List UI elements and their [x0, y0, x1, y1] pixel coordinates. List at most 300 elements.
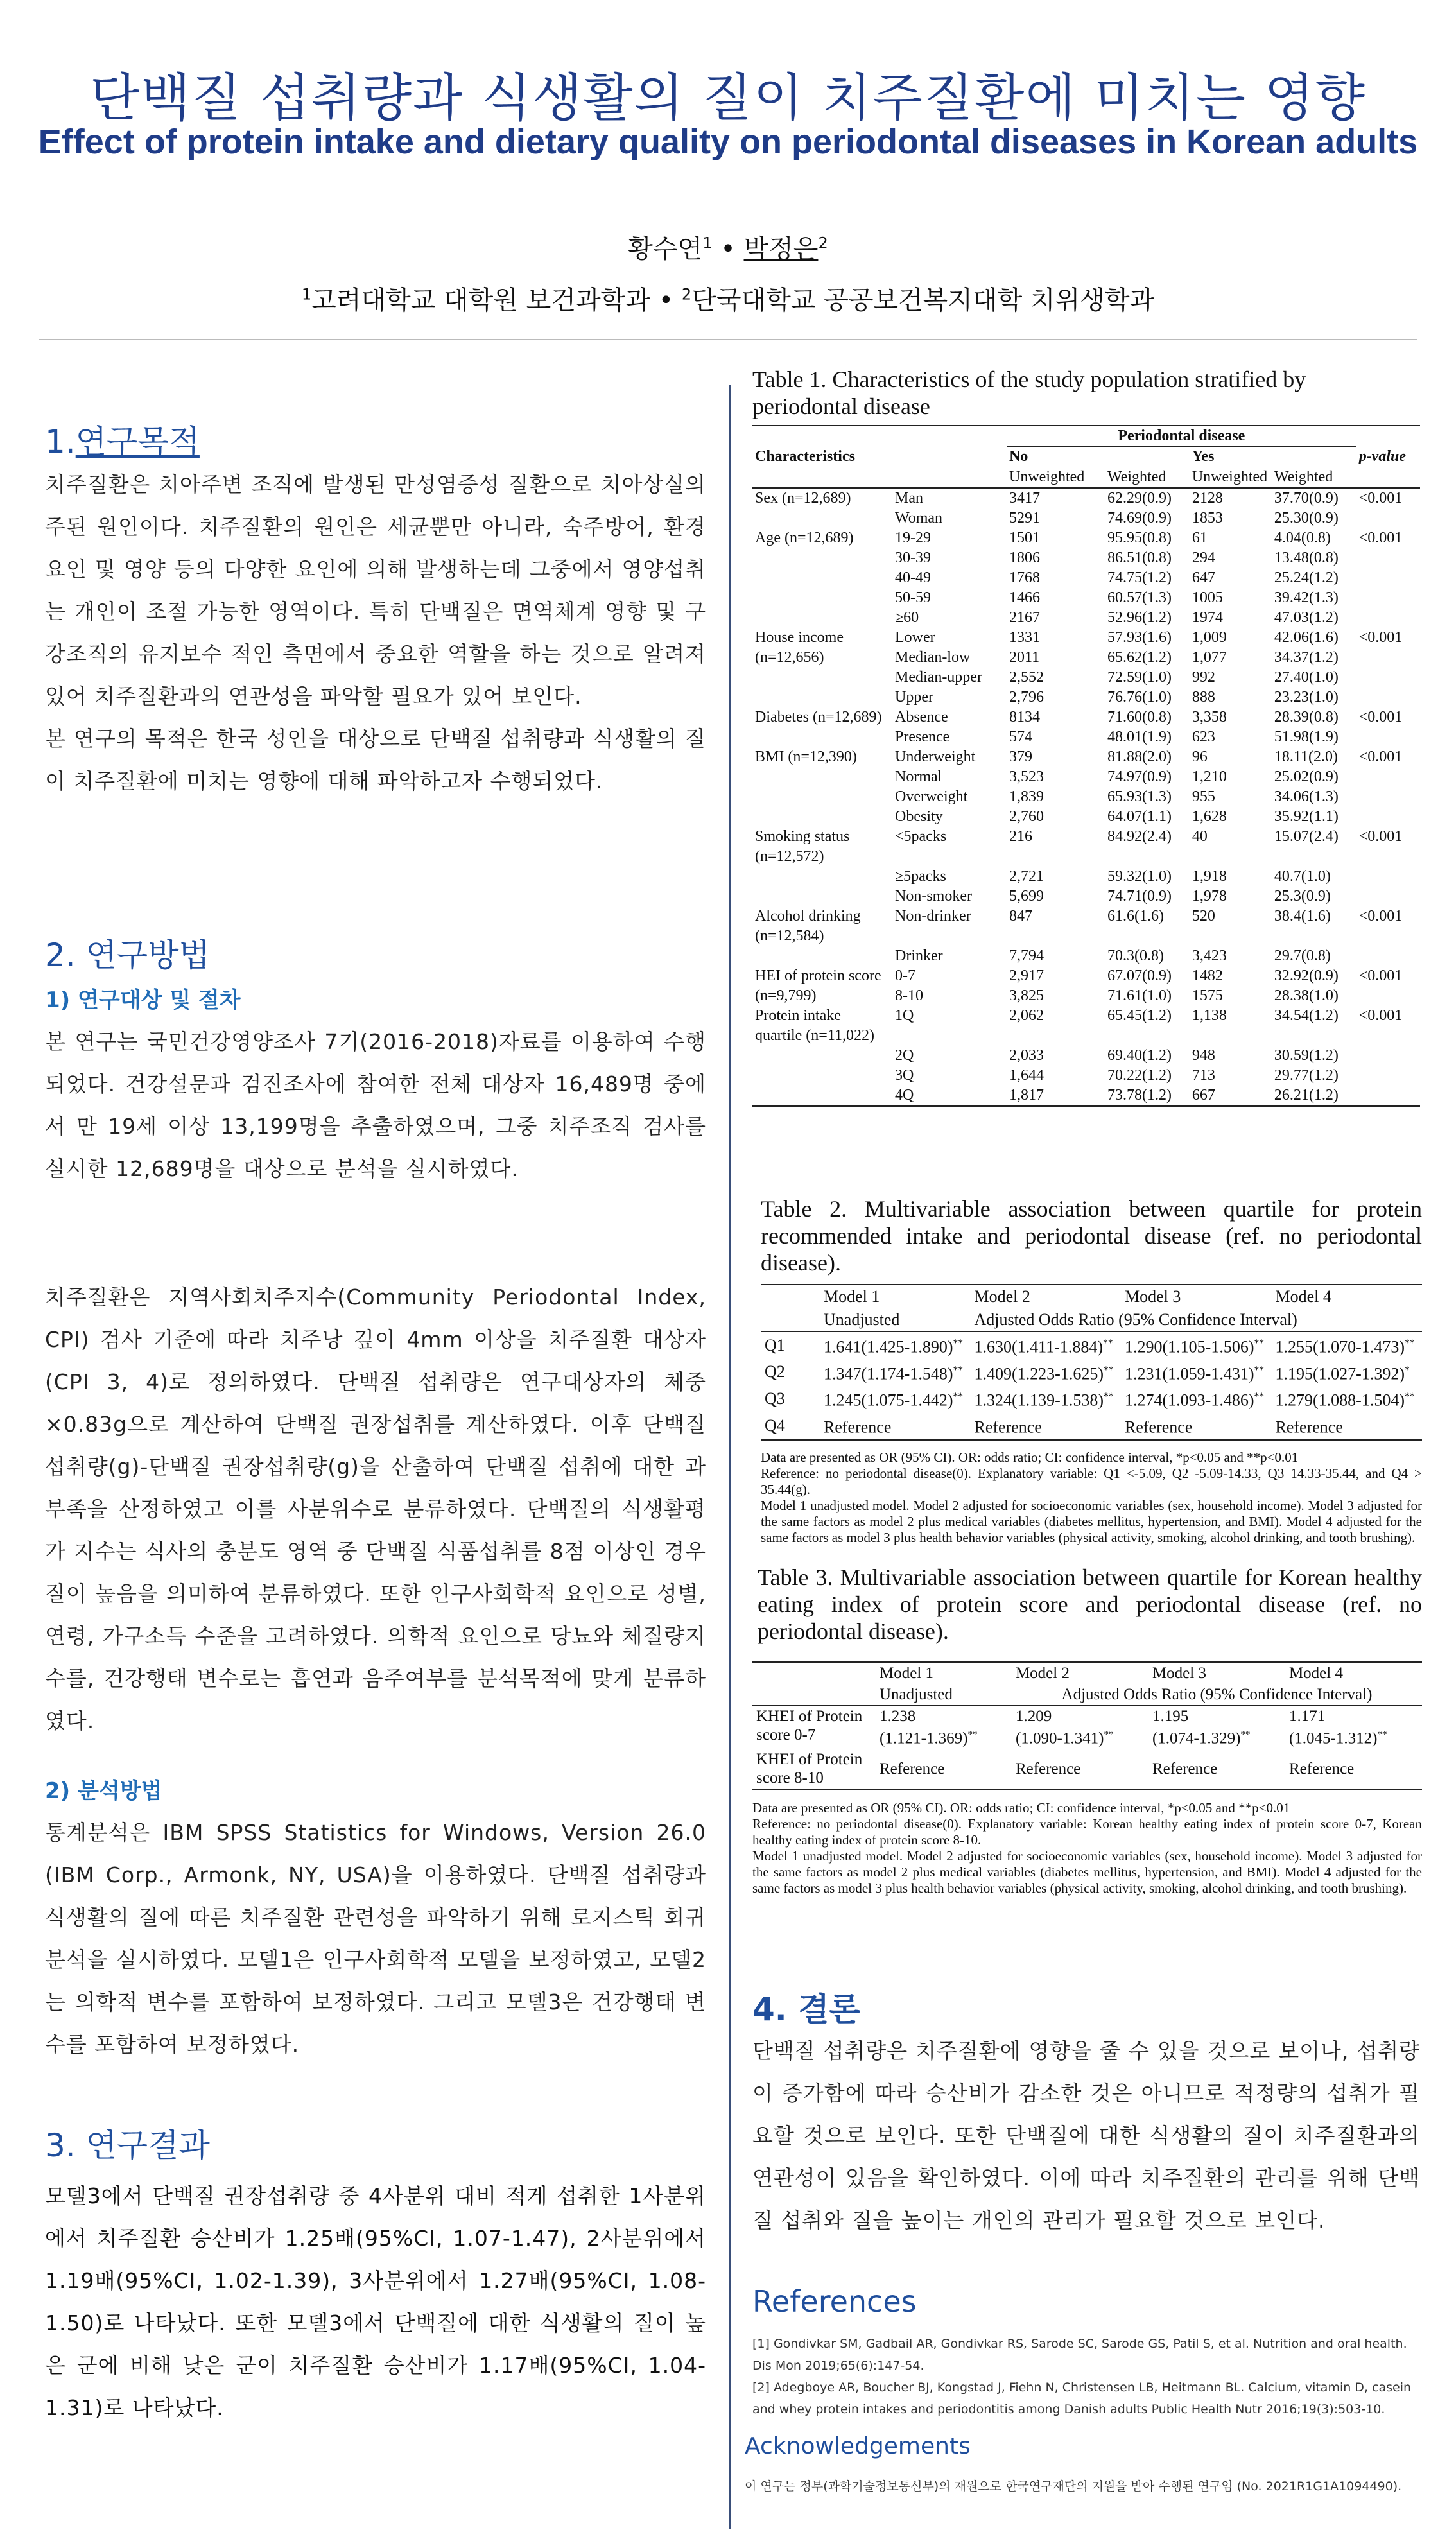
- t1-cell-yw: 25.3(0.9): [1274, 888, 1331, 905]
- t1-cell-nw: 48.01(1.9): [1107, 729, 1172, 745]
- t1-cell-nw: 71.60(0.8): [1107, 709, 1172, 725]
- t1-cell-cat: Upper: [895, 689, 933, 706]
- t2-cell-significance: **: [953, 1338, 964, 1349]
- section-1-heading: [45, 416, 706, 462]
- t1-cell-yu: 667: [1190, 1086, 1272, 1106]
- table-row: [752, 1066, 1420, 1086]
- t1-cell-var: [752, 568, 892, 588]
- t1-cell-nw: 59.32(1.0): [1107, 868, 1172, 885]
- t1-cell-cat: Underweight: [895, 749, 976, 765]
- t2-cell-value: 1.630(1.411-1.884): [974, 1337, 1104, 1356]
- affiliations: [0, 280, 1456, 316]
- table-row: [752, 906, 1420, 946]
- t3-r1-m3-val: 1.195: [1152, 1708, 1189, 1725]
- t1-cell-nu: 379: [1009, 749, 1032, 765]
- table-1-wrapper: [752, 425, 1420, 1107]
- t1-header-no: No: [1007, 447, 1190, 467]
- t1-cell-yw: 32.92(0.9): [1274, 967, 1339, 984]
- t2-cell-significance: **: [1254, 1338, 1265, 1349]
- table-row: [752, 946, 1420, 966]
- t1-cell-p: <0.001: [1358, 629, 1403, 646]
- t1-cell-yu: 1,077: [1192, 649, 1227, 666]
- table-2-body: [761, 1332, 1422, 1440]
- t1-cell-yw: 37.70(0.9): [1274, 490, 1339, 507]
- section-3-p1-text: 모델3에서 단백질 권장섭취량 중 4사분위 대비 적게 섭취한 1사분위에서 치주질환 승산비가 1.25배(95%CI, 1.07-1.47), 2사분위에서 1.19배(95%CI, 1.02-1.39), 3사분위에서 1.27배(95%CI, 1.08-1.50)로 나타났다. 또한 모델3에서 단백질에 대한 식생활의 질이 높은 군에 비해 낮은 군이 치주질환 승산비가 1.17배(95%CI, 1.04-1.31)로 나타났다.: [45, 2183, 706, 2420]
- section-2-sub-2: 2) 분석방법: [45, 1778, 162, 1804]
- t1-cell-nw: 61.6(1.6): [1107, 908, 1164, 924]
- t1-cell-nu: 2167: [1009, 609, 1040, 626]
- t1-cell-var: [752, 887, 892, 906]
- acknowledgements-heading: Acknowledgements: [745, 2433, 971, 2459]
- t1-cell-yw: 34.54(1.2): [1274, 1007, 1339, 1024]
- t2-model-2: Model 2: [974, 1287, 1030, 1306]
- t2-note-1: Data are presented as OR (95% CI). OR: odds ratio; CI: confidence interval, *p<0.05 and **p<0.01: [761, 1449, 1299, 1465]
- t2-cell-model-3: [1121, 1412, 1272, 1440]
- t1-cell-yw: 25.24(1.2): [1274, 569, 1339, 586]
- t2-cell-quartile: Q4: [761, 1412, 820, 1440]
- table-2-caption: Table 2. Multivariable association between quartile for protein recommended intake and periodontal disease (ref. no periodontal disease).: [761, 1196, 1422, 1276]
- t3-row2-label: KHEI of Protein score 8-10: [752, 1749, 876, 1789]
- author-2-sup: 2: [818, 234, 828, 252]
- t1-cell-var: [752, 1046, 892, 1066]
- t3-row1-m3: [1148, 1706, 1285, 1749]
- t2-adjusted: Adjusted Odds Ratio (95% Confidence Interval): [971, 1308, 1423, 1332]
- t2-cell-model-1: [820, 1332, 971, 1359]
- table-3-wrapper: [752, 1661, 1422, 1896]
- table-row: [752, 986, 1420, 1006]
- table-row: [761, 1385, 1422, 1412]
- t2-cell-significance: **: [1103, 1391, 1114, 1403]
- reference-2: [2] Adegboye AR, Boucher BJ, Kongstad J, Fiehn N, Christensen LB, Heitmann BL. Calcium, vitamin D, casein and whey protein intakes and periodontitis among Danish adults Public Health Nutr 2016;19(3):503-10.: [752, 2380, 1412, 2416]
- t1-cell-cat: Lower: [895, 629, 935, 646]
- t1-cell-yw: 47.03(1.2): [1274, 609, 1339, 626]
- t1-cell-var: [752, 688, 892, 707]
- t1-cell-nw: 65.93(1.3): [1107, 788, 1172, 805]
- t3-r1-m3-sig: **: [1240, 1729, 1251, 1740]
- table-row: [752, 528, 1420, 548]
- t1-cell-cat: Normal: [895, 768, 942, 785]
- t1-cell-nw: 64.07(1.1): [1107, 808, 1172, 825]
- t1-cell-yu: 1,138: [1192, 1007, 1227, 1024]
- section-2-p2-text: 치주질환은 지역사회치주지수(Community Periodontal Index, CPI) 검사 기준에 따라 치주낭 깊이 4mm 이상을 치주질환 대상자(CPI 3, 4)로 정의하였다. 단백질 섭취량은 연구대상자의 체중×0.83g으로 계산하여 단백질 권장섭취를 계산하였다. 이후 단백질 섭취량(g)-단백질 권장섭취량(g)을 산출하여 단백질 섭취에 대한 과부족을 산정하였고 이를 사분위수로 분류하였다. 단백질의 식생활평가 지수는 식사의 충분도 영역 중 단백질 식품섭취를 8점 이상인 경우 질이 높음을 의미하여 분류하였다. 또한 인구사회학적 요인으로 성별, 연령, 가구소득 수준을 고려하였다. 의학적 요인으로 당뇨와 체질량지수를, 건강행태 변수로는 흡연과 음주여부를 분석목적에 맞게 분류하였다.: [45, 1285, 706, 1733]
- t1-cell-nw: 73.78(1.2): [1105, 1086, 1190, 1106]
- table-row: [752, 827, 1420, 867]
- t1-cell-var: Sex (n=12,689): [755, 490, 851, 507]
- t3-r1-m1-sig: **: [967, 1729, 978, 1740]
- t1-cell-nw: 86.51(0.8): [1107, 550, 1172, 566]
- t2-cell-model-3: [1121, 1385, 1272, 1412]
- section-2-p3-text: 통계분석은 IBM SPSS Statistics for Windows, Version 26.0 (IBM Corp., Armonk, NY, USA)을 이용하였다. 단백질 섭취량과 식생활의 질에 따른 치주질환 관련성을 파악하기 위해 로지스틱 회귀분석을 실시하였다. 모델1은 인구사회학적 모델을 보정하였고, 모델2는 의학적 변수를 포함하여 보정하였다. 그리고 모델3은 건강행태 변수를 포함하여 보정하였다.: [45, 1820, 706, 2057]
- t1-cell-nw: 65.62(1.2): [1107, 649, 1172, 666]
- t1-cell-yu: 1005: [1192, 589, 1223, 606]
- t1-cell-cat: ≥60: [895, 609, 919, 626]
- section-2-heading: 2. 연구방법: [45, 937, 210, 974]
- t1-cell-cat: Median-low: [895, 649, 971, 666]
- t2-cell-quartile: Q3: [765, 1389, 785, 1408]
- t2-cell-significance: *: [1404, 1364, 1410, 1376]
- t2-note-3: Model 1 unadjusted model. Model 2 adjusted for socioeconomic variables (sex, household income). Model 3 adjusted for the same factors as model 2 plus medical variables (diabetes mellitus, hypertension, and BMI). Model 4 adjusted for the same factors as model 3 plus health behavior variables (physical activity, smoking, alcohol drinking, and tooth brushing).: [761, 1497, 1422, 1545]
- t1-cell-p: [1356, 727, 1420, 747]
- t1-cell-yw: 39.42(1.3): [1274, 589, 1339, 606]
- t2-cell-significance: **: [1103, 1338, 1113, 1349]
- t1-cell-nw: 62.29(0.9): [1107, 490, 1172, 507]
- t3-r1-m4-ci: (1.045-1.312): [1288, 1729, 1378, 1747]
- t3-r1-m3-ci: (1.074-1.329): [1152, 1729, 1241, 1747]
- table-row: [752, 867, 1420, 887]
- t3-row1-m1: [876, 1706, 1012, 1749]
- t1-cell-var: [752, 867, 892, 887]
- t3-r1-m2-ci: (1.090-1.341): [1015, 1729, 1104, 1747]
- table-row: [752, 688, 1420, 707]
- t1-cell-nw: 71.61(1.0): [1107, 987, 1172, 1004]
- t1-cell-nw: 74.75(1.2): [1107, 569, 1172, 586]
- t1-cell-p: [1356, 548, 1420, 568]
- t1-cell-yu: 1974: [1192, 609, 1223, 626]
- t1-cell-nw: 67.07(0.9): [1107, 967, 1172, 984]
- t1-cell-yw: 28.39(0.8): [1274, 709, 1339, 725]
- references-heading: References: [752, 2284, 917, 2319]
- t1-cell-yw: 35.92(1.1): [1274, 808, 1339, 825]
- t2-cell-value: 1.231(1.059-1.431): [1125, 1364, 1254, 1383]
- t1-cell-cat: ≥5packs: [895, 868, 946, 885]
- t1-cell-nu: 1,644: [1009, 1067, 1044, 1084]
- t3-unadjusted: Unadjusted: [876, 1684, 1012, 1706]
- t1-header-pvalue: p-value: [1356, 426, 1420, 488]
- t1-cell-yu: 992: [1192, 669, 1215, 686]
- t1-cell-yu: 1,210: [1192, 768, 1227, 785]
- t1-cell-cat: Absence: [895, 709, 948, 725]
- section-4-body: [752, 2030, 1420, 2242]
- t1-cell-p: [1356, 508, 1420, 528]
- section-4-p1-text: 단백질 섭취량은 치주질환에 영향을 줄 수 있을 것으로 보이나, 섭취량이 증가함에 따라 승산비가 감소한 것은 아니므로 적정량의 섭취가 필요할 것으로 보인다. 또한 단백질에 대한 식생활의 질이 치주질환과의 연관성이 있음을 확인하였다. 이에 따라 치주질환의 관리를 위해 단백질 섭취와 질을 높이는 개인의 관리가 필요할 것으로 보인다.: [752, 2038, 1420, 2233]
- t2-cell-model-2: [971, 1359, 1122, 1386]
- t2-cell-value: Reference: [824, 1417, 892, 1437]
- t1-cell-nw: 72.59(1.0): [1107, 669, 1172, 686]
- table-row: [752, 747, 1420, 767]
- t2-cell-value: 1.324(1.139-1.538): [974, 1391, 1104, 1410]
- t1-cell-yu: 3,358: [1192, 709, 1227, 725]
- t1-cell-cat: 3Q: [895, 1067, 914, 1084]
- t2-cell-model-3: [1121, 1332, 1272, 1359]
- t1-cell-cat: 30-39: [895, 550, 931, 566]
- t2-cell-model-4: [1272, 1359, 1423, 1386]
- t1-header-characteristics: Characteristics: [752, 426, 892, 488]
- t1-cell-nu: 1,839: [1009, 788, 1044, 805]
- t1-cell-yu: 713: [1192, 1067, 1215, 1084]
- t1-cell-yu: 1482: [1192, 967, 1223, 984]
- table-row: [752, 887, 1420, 906]
- t1-cell-nw: 70.3(0.8): [1107, 948, 1164, 964]
- t1-cell-var: [752, 946, 892, 966]
- t1-header-yes: Yes: [1190, 447, 1356, 467]
- t1-cell-cat: Overweight: [895, 788, 968, 805]
- t1-cell-nw: 95.95(0.8): [1107, 530, 1172, 546]
- t3-r1-m2-val: 1.209: [1015, 1708, 1052, 1725]
- t1-cell-var: House income: [755, 629, 844, 646]
- table-row: [752, 488, 1420, 508]
- acknowledgements-text: 이 연구는 정부(과학기술정보통신부)의 재원으로 한국연구재단의 지원을 받아 수행된 연구임 (No. 2021R1G1A1094490).: [745, 2479, 1402, 2493]
- t1-header-weighted-yes: Weighted: [1272, 467, 1356, 489]
- table-row: [752, 568, 1420, 588]
- t1-cell-nu: 2,721: [1009, 868, 1044, 885]
- t1-cell-cat: 4Q: [892, 1086, 1007, 1106]
- t3-note-2: Reference: no periodontal disease(0). Explanatory variable: Korean healthy eating index of protein score 0-7, Korean healthy eating index of protein score 8-10.: [752, 1816, 1422, 1848]
- t1-cell-yu: 888: [1192, 689, 1215, 706]
- t2-cell-significance: **: [953, 1364, 964, 1376]
- authors: [0, 229, 1456, 265]
- table-row: [752, 767, 1420, 787]
- table-1-body: [752, 488, 1420, 1106]
- t1-cell-p: <0.001: [1358, 908, 1403, 924]
- t2-cell-significance: **: [1254, 1364, 1265, 1376]
- t1-cell-nu: 1806: [1009, 550, 1040, 566]
- t2-cell-value: 1.279(1.088-1.504): [1275, 1391, 1405, 1410]
- t1-cell-cat: 40-49: [895, 569, 931, 586]
- t1-cell-cat: Drinker: [895, 948, 943, 964]
- section-1-number: 1.: [45, 423, 76, 460]
- t1-cell-nu: 216: [1009, 828, 1032, 845]
- table-1: [752, 425, 1420, 1107]
- t1-cell-nu: 3417: [1009, 490, 1040, 507]
- t2-cell-model-4: [1272, 1385, 1423, 1412]
- t1-cell-yu: 955: [1192, 788, 1215, 805]
- t1-cell-cat: Obesity: [895, 808, 943, 825]
- t2-cell-significance: **: [1254, 1391, 1265, 1403]
- table-row: [761, 1332, 1422, 1359]
- table-row: [752, 1706, 1422, 1749]
- t2-model-3: Model 3: [1125, 1287, 1181, 1306]
- t1-cell-nu: 1,817: [1007, 1086, 1105, 1106]
- t1-cell-cat: Man: [895, 490, 923, 507]
- t1-cell-var: [752, 767, 892, 787]
- t1-cell-yu: 1,628: [1192, 808, 1227, 825]
- t1-cell-cat: Woman: [895, 510, 943, 526]
- t1-cell-yu: 61: [1192, 530, 1208, 546]
- t2-cell-quartile: Q1: [765, 1335, 785, 1355]
- t1-cell-nu: 3,523: [1009, 768, 1044, 785]
- t1-cell-yw: 34.06(1.3): [1274, 788, 1339, 805]
- t1-cell-var: [752, 548, 892, 568]
- t1-cell-nu: 8134: [1009, 709, 1040, 725]
- t2-cell-model-4: [1272, 1332, 1423, 1359]
- t2-model-1: Model 1: [824, 1287, 880, 1306]
- table-row: [761, 1412, 1422, 1440]
- t1-cell-var: (n=9,799): [755, 987, 817, 1004]
- t1-cell-nw: 69.40(1.2): [1107, 1047, 1172, 1064]
- t1-cell-yw: 29.7(0.8): [1274, 948, 1331, 964]
- t1-cell-yu: 647: [1192, 569, 1215, 586]
- t1-cell-nu: 847: [1009, 908, 1032, 924]
- t1-cell-var: [752, 668, 892, 688]
- t1-cell-nu: 1768: [1009, 569, 1040, 586]
- t1-cell-nw: 84.92(2.4): [1107, 828, 1172, 845]
- t1-cell-var: [752, 608, 892, 628]
- t1-cell-nu: 2,796: [1009, 689, 1044, 706]
- t1-header-periodontal: Periodontal disease: [1007, 426, 1356, 447]
- t1-cell-p: [1356, 807, 1420, 827]
- t1-cell-p: [1356, 688, 1420, 707]
- t1-cell-cat: 50-59: [895, 589, 931, 606]
- table-row: [761, 1359, 1422, 1386]
- t1-cell-nu: 5291: [1009, 510, 1040, 526]
- affil-separator: •: [650, 286, 682, 315]
- t2-cell-significance: **: [953, 1391, 964, 1403]
- t2-unadjusted: Unadjusted: [820, 1308, 971, 1332]
- t1-cell-yu: 1575: [1192, 987, 1223, 1004]
- t1-cell-yw: 30.59(1.2): [1274, 1047, 1339, 1064]
- table-row: [752, 588, 1420, 608]
- table-row: [752, 1046, 1420, 1066]
- t1-cell-yw: 23.23(1.0): [1274, 689, 1339, 706]
- t1-cell-cat: 19-29: [895, 530, 931, 546]
- t1-cell-p: <0.001: [1358, 967, 1403, 984]
- t1-cell-var: Age (n=12,689): [755, 530, 854, 546]
- t2-cell-significance: **: [1404, 1338, 1415, 1349]
- t1-cell-yu: 1,009: [1192, 629, 1227, 646]
- t1-cell-nw: 74.71(0.9): [1107, 888, 1172, 905]
- t1-cell-yu: 1,978: [1192, 888, 1227, 905]
- t1-cell-yu: 2128: [1192, 490, 1223, 507]
- section-3-heading: 3. 연구결과: [45, 2127, 210, 2164]
- t1-cell-yw: 51.98(1.9): [1274, 729, 1339, 745]
- t1-cell-p: [1356, 887, 1420, 906]
- section-2-p1-text: 본 연구는 국민건강영양조사 7기(2016-2018)자료를 이용하여 수행되었다. 건강설문과 검진조사에 참여한 전체 대상자 16,489명 중에서 만 19세 이상 13,199명을 추출하였으며, 그중 치주조직 검사를 실시한 12,689명을 대상으로 분석을 실시하였다.: [45, 1029, 706, 1181]
- table-2: [761, 1284, 1422, 1441]
- t1-cell-yw: 18.11(2.0): [1274, 749, 1338, 765]
- t1-cell-p: [1356, 668, 1420, 688]
- t1-cell-yu: 1853: [1192, 510, 1223, 526]
- t1-cell-p: [1356, 986, 1420, 1006]
- t2-cell-model-2: [971, 1385, 1122, 1412]
- t3-r1-m2-sig: **: [1104, 1729, 1114, 1740]
- t1-cell-var: [752, 1086, 892, 1106]
- t1-cell-yu: 40: [1192, 828, 1208, 845]
- table-row: [752, 787, 1420, 807]
- t1-cell-p: [1356, 648, 1420, 668]
- t2-cell-model-4: [1272, 1412, 1423, 1440]
- t1-cell-nu: 2011: [1009, 649, 1040, 666]
- t1-cell-p: [1356, 1086, 1420, 1106]
- t1-cell-nu: 3,825: [1009, 987, 1044, 1004]
- t3-row2-m1: Reference: [876, 1749, 1012, 1789]
- t1-cell-var: [752, 727, 892, 747]
- t1-cell-nw: 74.69(0.9): [1107, 510, 1172, 526]
- table-row: [752, 608, 1420, 628]
- section-2-sub-1: 1) 연구대상 및 절차: [45, 987, 241, 1013]
- t1-cell-var: Smoking status (n=12,572): [755, 828, 850, 865]
- t1-cell-var: BMI (n=12,390): [755, 749, 857, 765]
- t2-cell-value: 1.245(1.075-1.442): [824, 1391, 953, 1410]
- author-1: 황수연: [628, 234, 703, 264]
- t1-cell-nw: 70.22(1.2): [1107, 1067, 1172, 1084]
- t1-cell-cat: Presence: [895, 729, 950, 745]
- t1-cell-nu: 1501: [1009, 530, 1040, 546]
- t3-model-1: Model 1: [880, 1665, 934, 1682]
- t1-cell-p: <0.001: [1358, 709, 1403, 725]
- table-row: [752, 508, 1420, 528]
- author-separator: •: [712, 234, 744, 264]
- t3-row1-label: KHEI of Protein score 0-7: [756, 1708, 863, 1744]
- t3-r1-m1-val: 1.238: [880, 1708, 916, 1725]
- t1-cell-yw: 29.77(1.2): [1274, 1067, 1339, 1084]
- header-divider: [39, 339, 1417, 340]
- section-1-title: 연구목적: [75, 423, 200, 460]
- table-row: [752, 1749, 1422, 1789]
- t3-r1-m4-val: 1.171: [1288, 1708, 1326, 1725]
- references-list: [752, 2333, 1423, 2420]
- table-3-notes: [752, 1800, 1422, 1896]
- table-row: [752, 1006, 1420, 1046]
- t1-cell-yw: 40.7(1.0): [1274, 868, 1331, 885]
- t2-cell-significance: **: [1103, 1364, 1114, 1376]
- t1-cell-cat: 8-10: [895, 987, 923, 1004]
- t1-header-weighted-no: Weighted: [1105, 467, 1190, 489]
- section-3-body: [45, 2175, 706, 2429]
- section-1-paragraph-2: 본 연구의 목적은 한국 성인을 대상으로 단백질 섭취량과 식생활의 질이 치주질환에 미치는 영향에 대해 파악하고자 수행되었다.: [45, 726, 706, 793]
- t1-cell-yw: 25.30(0.9): [1274, 510, 1339, 526]
- t2-cell-model-1: [820, 1359, 971, 1386]
- t1-cell-p: [1356, 568, 1420, 588]
- table-1-caption: Table 1. Characteristics of the study population stratified by periodontal disease: [752, 367, 1306, 419]
- t1-cell-var: [752, 807, 892, 827]
- t1-cell-nu: 2,760: [1009, 808, 1044, 825]
- reference-1: [1] Gondivkar SM, Gadbail AR, Gondivkar RS, Sarode SC, Sarode GS, Patil S, et al. Nutrition and oral health. Dis Mon 2019;65(6):147-54.: [752, 2337, 1407, 2373]
- t2-cell-value: Reference: [974, 1417, 1042, 1437]
- t1-cell-nu: 2,062: [1009, 1007, 1044, 1024]
- table-row: [752, 727, 1420, 747]
- t2-cell-model-1: [820, 1385, 971, 1412]
- t2-cell-value: 1.274(1.093-1.486): [1125, 1391, 1254, 1410]
- table-row: [752, 807, 1420, 827]
- t1-cell-nw: 74.97(0.9): [1107, 768, 1172, 785]
- t1-cell-nu: 2,917: [1009, 967, 1044, 984]
- t1-cell-nu: 7,794: [1009, 948, 1044, 964]
- table-3: [752, 1661, 1422, 1790]
- t1-cell-yu: 623: [1192, 729, 1215, 745]
- t2-cell-quartile: Q2: [765, 1362, 785, 1382]
- affil-2: 단국대학교 공공보건복지대학 치위생학과: [691, 286, 1155, 315]
- table-row: [752, 966, 1420, 986]
- t2-note-2: Reference: no periodontal disease(0). Explanatory variable: Q1 <-5.09, Q2 -5.09-14.33, Q3 14.33-35.44, and Q4 > 35.44(g).: [761, 1465, 1422, 1497]
- t1-cell-nw: 81.88(2.0): [1107, 749, 1172, 765]
- table-row: [752, 628, 1420, 648]
- t1-cell-p: [1356, 1066, 1420, 1086]
- t2-cell-value: 1.290(1.105-1.506): [1125, 1337, 1254, 1356]
- t2-model-4: Model 4: [1275, 1287, 1331, 1306]
- t3-model-4: Model 4: [1288, 1665, 1343, 1682]
- table-row: [752, 548, 1420, 568]
- t1-cell-yu: 948: [1192, 1047, 1215, 1064]
- t1-cell-yw: 42.06(1.6): [1274, 629, 1339, 646]
- t1-cell-nu: 5,699: [1009, 888, 1044, 905]
- t1-cell-var: [752, 1066, 892, 1086]
- t3-note-3: Model 1 unadjusted model. Model 2 adjusted for socioeconomic variables (sex, household income). Model 3 adjusted for the same factors as model 2 plus medical variables (diabetes mellitus, hypertension, and BMI). Model 4 adjusted for the same factors as model 3 plus health behavior variables (physical activity, smoking, alcohol drinking, and tooth brushing).: [752, 1848, 1422, 1896]
- t1-cell-yu: 1,918: [1192, 868, 1227, 885]
- section-1-body: [45, 464, 706, 802]
- t1-cell-nw: 52.96(1.2): [1107, 609, 1172, 626]
- t1-cell-yw: 4.04(0.8): [1274, 530, 1331, 546]
- section-4-heading: 4. 결론: [752, 1991, 860, 2028]
- t1-cell-yw: 15.07(2.4): [1274, 828, 1339, 845]
- t1-cell-p: <0.001: [1358, 530, 1403, 546]
- section-1-paragraph-1: 치주질환은 치아주변 조직에 발생된 만성염증성 질환으로 치아상실의 주된 원인이다. 치주질환의 원인은 세균뿐만 아니라, 숙주방어, 환경요인 및 영양 등의 다양한 요인에 의해 발생하는데 그중에서 영양섭취는 개인이 조절 가능한 영역이다. 특히 단백질은 면역체계 영향 및 구강조직의 유지보수 적인 측면에서 중요한 역할을 하는 것으로 알려져 있어 치주질환과의 연관성을 파악할 필요가 있어 보인다.: [45, 472, 706, 709]
- t1-cell-var: Protein intake quartile (n=11,022): [755, 1007, 874, 1044]
- t1-cell-yu: 520: [1192, 908, 1215, 924]
- t1-cell-cat: Non-smoker: [895, 888, 972, 905]
- t1-cell-cat: 0-7: [895, 967, 915, 984]
- t2-cell-value: 1.347(1.174-1.548): [824, 1364, 953, 1383]
- t2-cell-value: 1.641(1.425-1.890): [824, 1337, 953, 1356]
